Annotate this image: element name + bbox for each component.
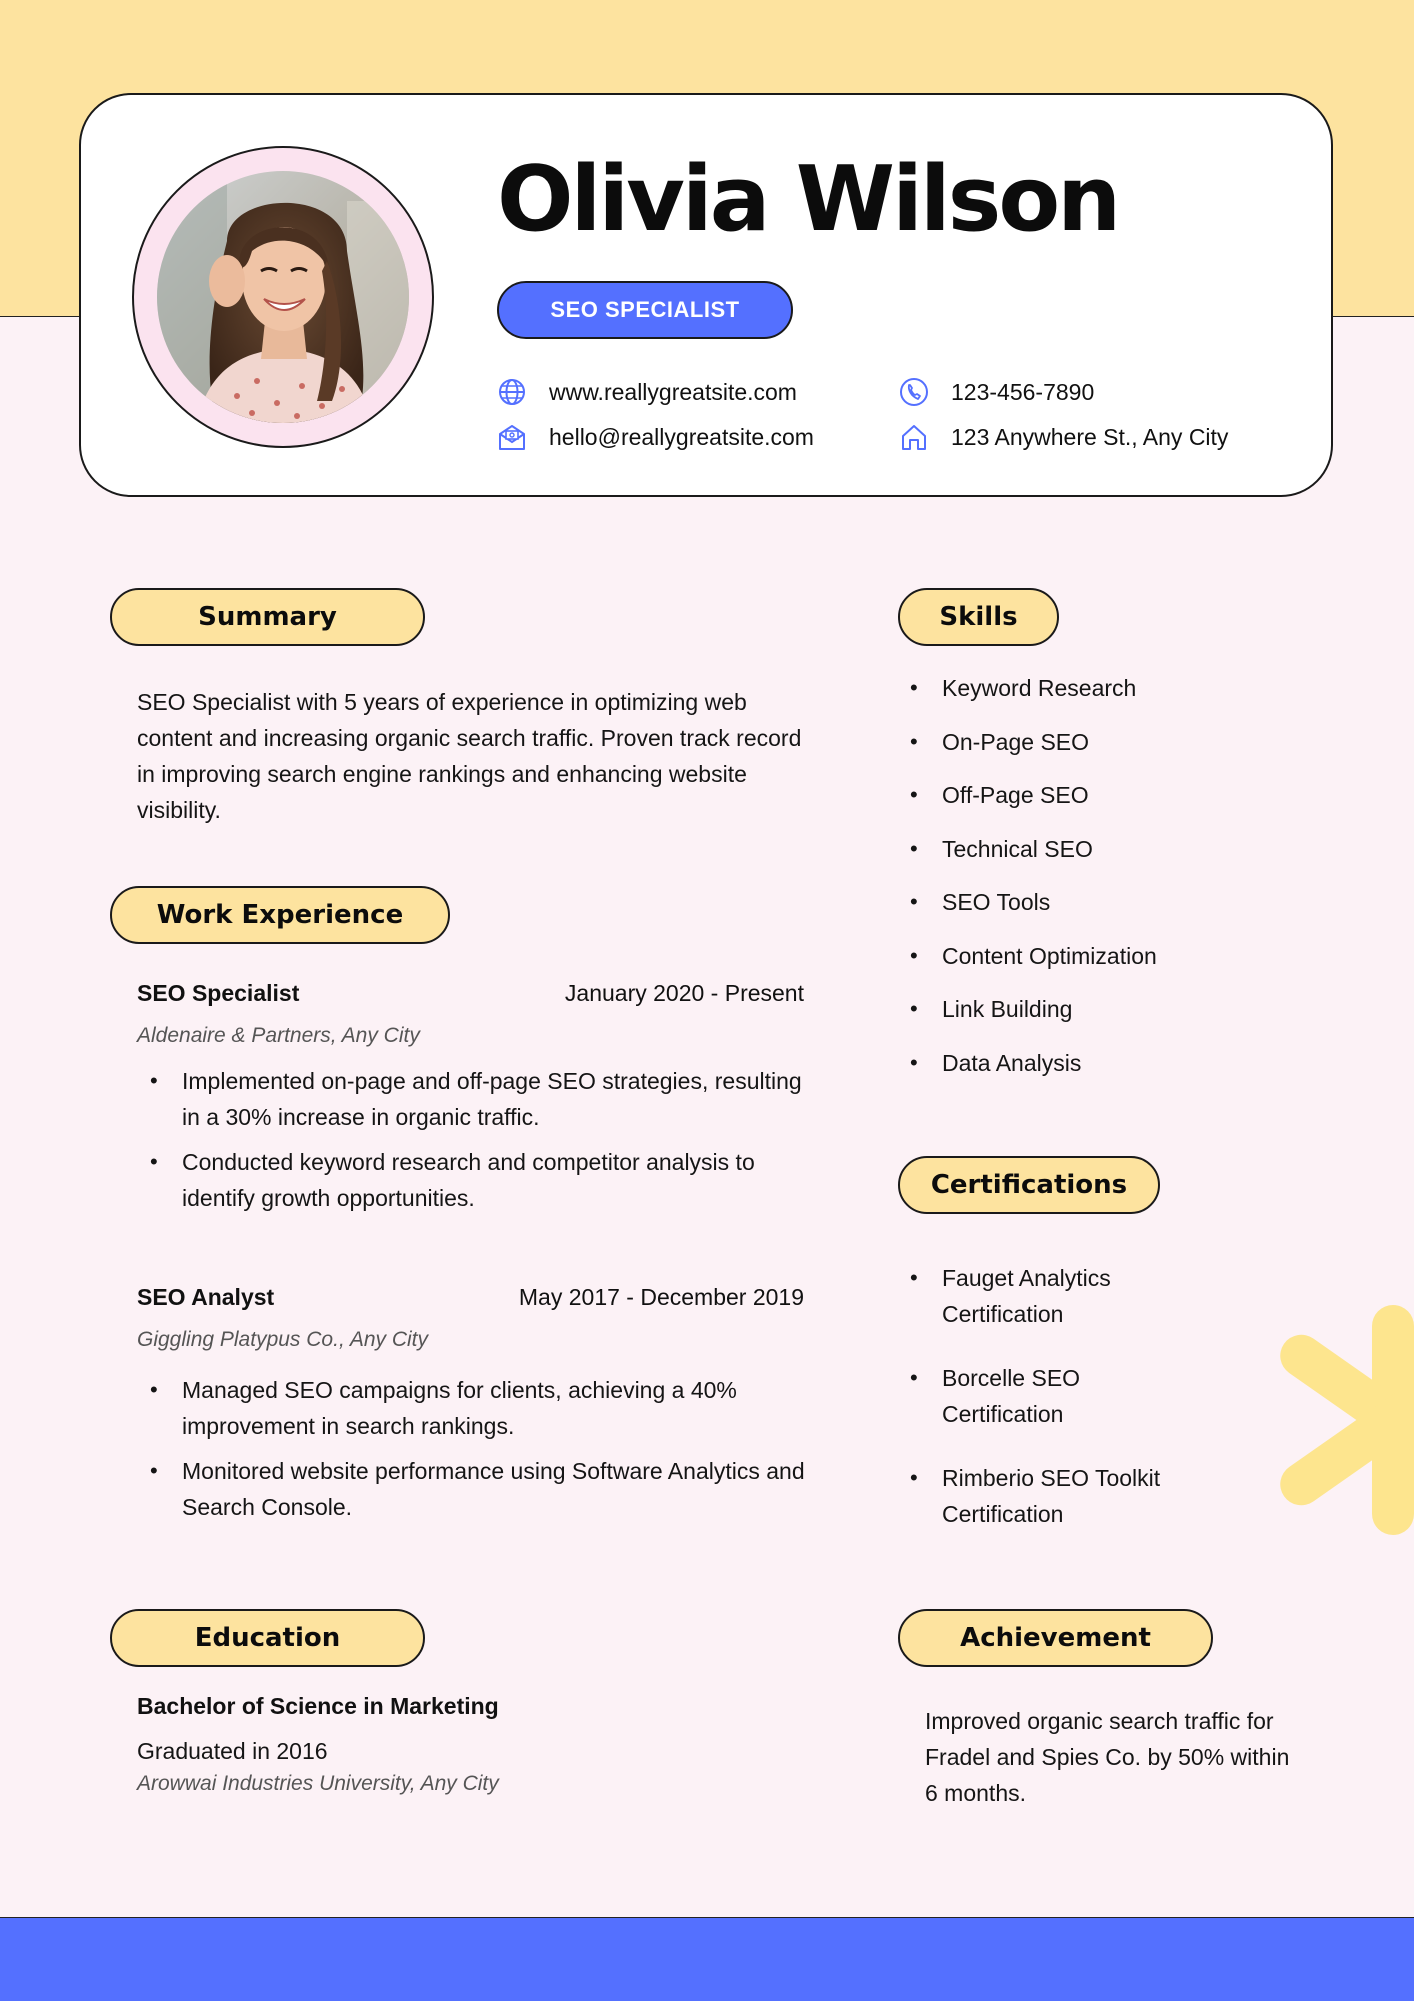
list-item: • Managed SEO campaigns for clients, achieving a 40% improvement in search rankings. bbox=[137, 1372, 817, 1444]
contact-phone bbox=[899, 377, 1094, 407]
summary-text: SEO Specialist with 5 years of experience in optimizing web content and increasing organic search traffic. Proven track record in improving search engine rankings and enhancing website visibility. bbox=[137, 689, 802, 823]
skills-heading: Skills bbox=[898, 588, 1059, 646]
job-company: Aldenaire & Partners, Any City bbox=[137, 1024, 420, 1047]
list-item: • Keyword Research bbox=[897, 670, 1297, 724]
list-item: • Link Building bbox=[897, 991, 1297, 1045]
list-item: • Implemented on-page and off-page SEO strategies, resulting in a 30% increase in organic traffic. bbox=[137, 1063, 817, 1135]
job-dates: January 2020 - Present bbox=[564, 980, 804, 1006]
education-heading: Education bbox=[110, 1609, 425, 1667]
job-company: Giggling Platypus Co., Any City bbox=[137, 1328, 429, 1351]
certifications-list bbox=[897, 1260, 1187, 1560]
job-bullet-list bbox=[137, 1063, 817, 1225]
contact-email bbox=[497, 422, 814, 452]
list-item: • Off-Page SEO bbox=[897, 777, 1297, 831]
list-item: • Fauget Analytics Certification bbox=[897, 1260, 1187, 1332]
contact-address bbox=[899, 422, 1228, 452]
list-item: • Borcelle SEO Certification bbox=[897, 1360, 1187, 1432]
experience-heading: Work Experience bbox=[110, 886, 450, 944]
bottom-band bbox=[0, 1917, 1414, 2001]
candidate-name: Olivia Wilson bbox=[497, 147, 1119, 252]
phone-icon bbox=[899, 377, 929, 407]
job-bullet-list bbox=[137, 1372, 817, 1534]
globe-icon bbox=[497, 377, 527, 407]
role-badge: SEO SPECIALIST bbox=[497, 281, 793, 339]
school-name: Arowwai Industries University, Any City bbox=[137, 1772, 499, 1795]
contact-website bbox=[497, 377, 797, 407]
achievement-text: Improved organic search traffic for Fradel and Spies Co. by 50% within 6 months. bbox=[925, 1708, 1290, 1806]
list-item: • Technical SEO bbox=[897, 831, 1297, 885]
summary-heading: Summary bbox=[110, 588, 425, 646]
phone-number[interactable]: 123-456-7890 bbox=[951, 378, 1095, 405]
asterisk-decoration-icon bbox=[1270, 1305, 1414, 1535]
list-item: • SEO Tools bbox=[897, 884, 1297, 938]
mail-icon bbox=[497, 422, 527, 452]
list-item: • Rimberio SEO Toolkit Certification bbox=[897, 1460, 1187, 1532]
achievement-heading: Achievement bbox=[898, 1609, 1213, 1667]
website-link[interactable]: www.reallygreatsite.com bbox=[549, 378, 797, 405]
certifications-heading: Certifications bbox=[898, 1156, 1160, 1214]
photo-frame bbox=[132, 146, 434, 448]
skills-list bbox=[897, 670, 1297, 1098]
home-icon bbox=[899, 422, 929, 452]
list-item: • On-Page SEO bbox=[897, 724, 1297, 778]
portrait-photo bbox=[157, 171, 409, 423]
email-link[interactable]: hello@reallygreatsite.com bbox=[549, 423, 814, 450]
list-item: • Data Analysis bbox=[897, 1045, 1297, 1099]
job-title: SEO Specialist bbox=[137, 980, 300, 1006]
job-title: SEO Analyst bbox=[137, 1284, 275, 1310]
job-dates: May 2017 - December 2019 bbox=[518, 1284, 804, 1310]
address-text: 123 Anywhere St., Any City bbox=[951, 423, 1229, 450]
header-card bbox=[79, 93, 1333, 497]
list-item: • Content Optimization bbox=[897, 938, 1297, 992]
list-item: • Monitored website performance using Software Analytics and Search Console. bbox=[137, 1453, 817, 1525]
list-item: • Conducted keyword research and competitor analysis to identify growth opportunities. bbox=[137, 1144, 817, 1216]
degree-title: Bachelor of Science in Marketing bbox=[137, 1693, 499, 1719]
graduation-year: Graduated in 2016 bbox=[137, 1738, 328, 1764]
